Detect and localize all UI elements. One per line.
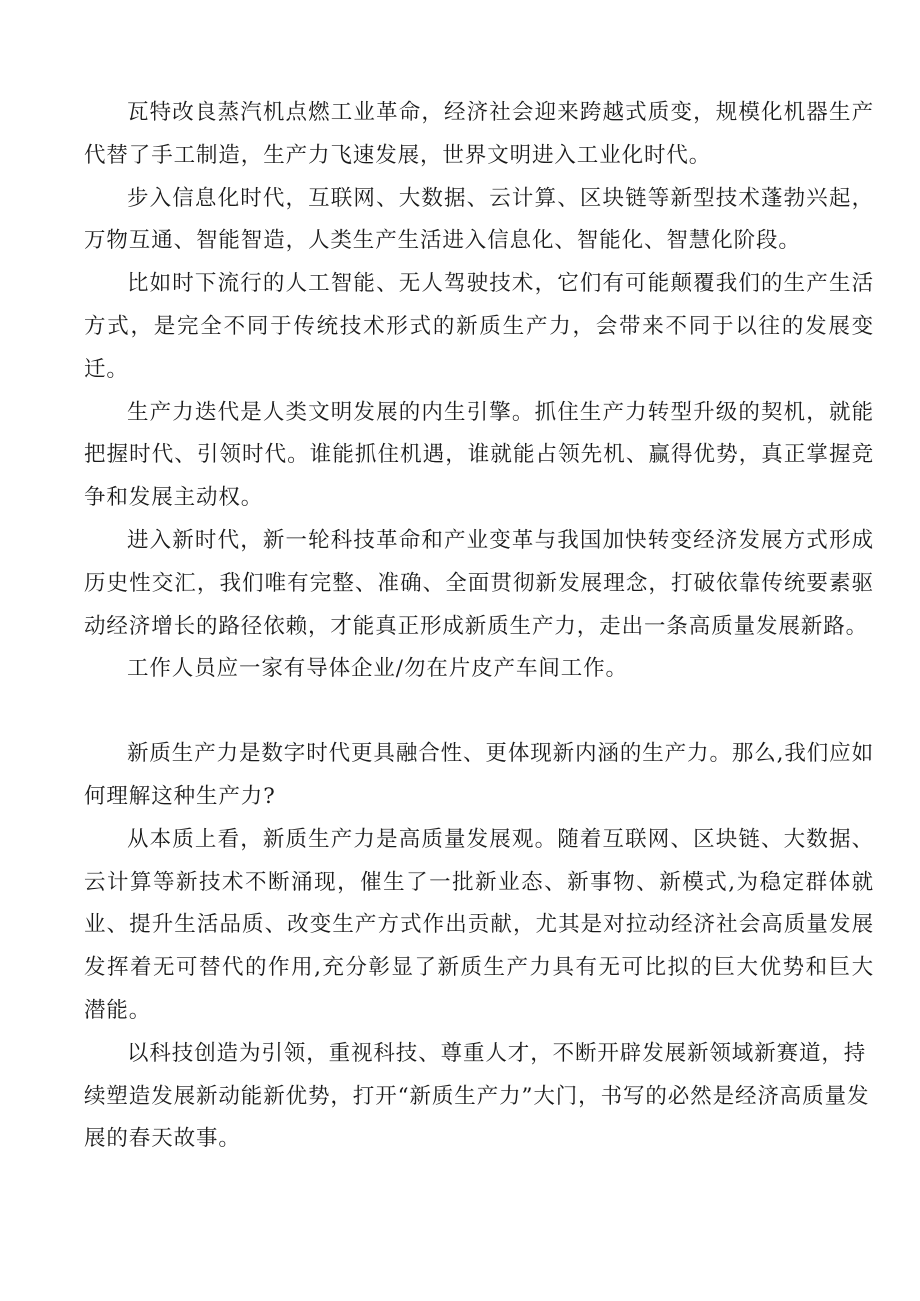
paragraph-industrial-revolution: 瓦特改良蒸汽机点燃工业革命，经济社会迎来跨越式质变，规模化机器生产代替了手工制造，生产力飞速发展，世界文明进入工业化时代。 — [84, 100, 874, 168]
paragraph-ai-driving: 比如时下流行的人工智能、无人驾驶技术，它们有可能颠覆我们的生产生活方式，是完全不同于传统技术形式的新质生产力，会带来不同于以往的发展变迁。 — [84, 271, 874, 382]
paragraph-staff-note: 工作人员应一家有导体企业/勿在片皮产车间工作。 — [127, 656, 628, 682]
paragraph-conclusion: 以科技创造为引领，重视科技、尊重人才，不断开辟发展新领域新赛道，持续塑造发展新动能新优势，打开“新质生产力”大门，书写的必然是经济高质量发展的春天故事。 — [84, 1040, 870, 1152]
paragraph-new-era: 进入新时代，新一轮科技革命和产业变革与我国加快转变经济发展方式形成历史性交汇，我们唯有完整、准确、全面贯彻新发展理念，打破依靠传统要素驱动经济增长的路径依赖，才能真正形成新质生产力，走出一条高质量发展新路。 — [84, 527, 874, 639]
paragraph-information-age: 步入信息化时代，互联网、大数据、云计算、区块链等新型技术蓬勃兴起，万物互通、智能智造，人类生产生活进入信息化、智能化、智慧化阶段。 — [84, 185, 874, 254]
document-body — [84, 92, 874, 1161]
paragraph-productivity-iteration: 生产力迭代是人类文明发展的内生引擎。抓住生产力转型升级的契机，就能把握时代、引领时代。谁能抓住机遇，谁就能占领先机、赢得优势，真正掌握竞争和发展主动权。 — [84, 399, 874, 511]
paragraph-essence: 从本质上看，新质生产力是高质量发展观。随着互联网、区块链、大数据、云计算等新技术不断涌现，催生了一批新业态、新事物、新模式,为稳定群体就业、提升生活品质、改变生产方式作出贡献，尤其是对拉动经济社会高质量发展发挥着无可替代的作用,充分彰显了新质生产力具有无可比拟的巨大优势和巨大潜能。 — [84, 826, 874, 1023]
paragraph-new-quality-definition: 新质生产力是数字时代更具融合性、更体现新内涵的生产力。那么,我们应如何理解这种生产力? — [84, 741, 874, 809]
